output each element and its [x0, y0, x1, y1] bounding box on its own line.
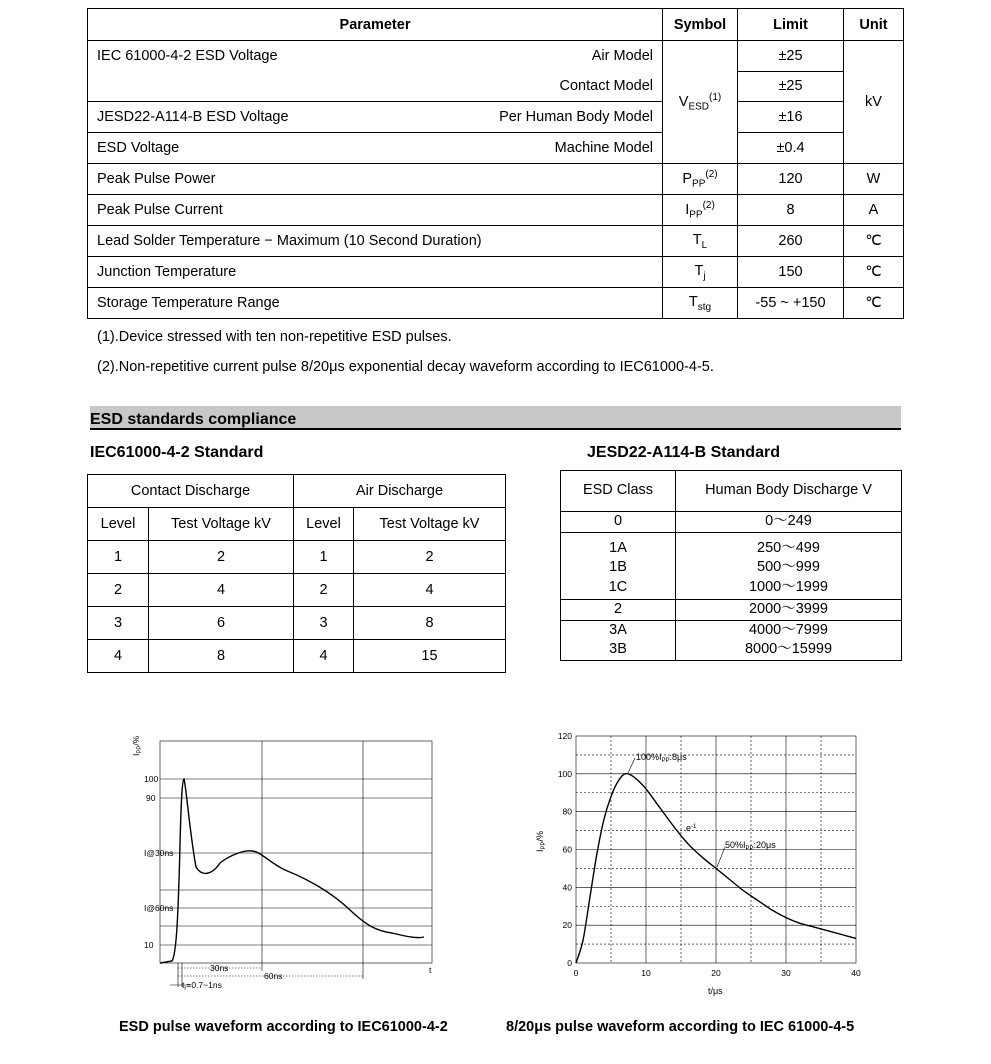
- rating-symbol: $I_{PP}^{(2)}$: [663, 195, 738, 226]
- surge-xtick: 30: [781, 968, 791, 978]
- iec-row: 1 2 1 2: [88, 541, 506, 574]
- section-title: ESD standards compliance: [90, 406, 901, 430]
- iec-subheader: Test Voltage kV: [149, 508, 294, 541]
- annot-30ns: 30ns: [210, 963, 229, 973]
- annot-50pct: $50\%I_{PP}:20\mu s$: [725, 840, 776, 852]
- header-unit: Unit: [844, 9, 904, 41]
- annot-e-1: $e^{-1}$: [686, 823, 697, 833]
- surge-pulse-chart: [535, 725, 880, 1005]
- iec-subheader: Level: [88, 508, 149, 541]
- header-symbol: Symbol: [663, 9, 738, 41]
- rating-symbol: $P_{PP}^{(2)}$: [663, 164, 738, 195]
- iec-row: 3 6 3 8: [88, 607, 506, 640]
- rating-row: Peak Pulse Power $P_{PP}^{(2)}$ 120 W: [88, 164, 904, 195]
- rating-row: Peak Pulse Current $I_{PP}^{(2)}$ 8 A: [88, 195, 904, 226]
- esd-unit: kV: [844, 41, 904, 164]
- esd-model-air: Air Model: [591, 48, 653, 64]
- jesd-row: 2 2000～3999: [561, 600, 902, 621]
- iec-group-contact: Contact Discharge: [88, 475, 294, 508]
- surge-ytick: 120: [557, 731, 572, 741]
- surge-xtick: 20: [711, 968, 721, 978]
- esd-limit-hbm: ±16: [738, 102, 844, 133]
- caption-esd: ESD pulse waveform according to IEC61000-4-2: [119, 1019, 448, 1035]
- surge-ytick: 60: [562, 844, 572, 855]
- jesd-row: 1A 1B 1C 250～499 500～999 1000～1999: [561, 532, 902, 600]
- jesd-row: 0 0～249: [561, 512, 902, 533]
- iec-group-air: Air Discharge: [294, 475, 506, 508]
- rating-symbol: $T_j$: [663, 257, 738, 288]
- esd-row-air: [88, 41, 904, 72]
- jesd-header-range: Human Body Discharge V: [676, 471, 902, 512]
- annot-60ns: 60ns: [264, 971, 283, 981]
- rating-row: Storage Temperature Range $T_{stg}$ -55 ~ +150 ℃: [88, 288, 904, 319]
- jesd-header-class: ESD Class: [561, 471, 676, 512]
- jesd-table: [560, 470, 902, 661]
- surge-ylabel: $I_{PP}/\%$: [535, 830, 547, 852]
- esd-ylabel: $I_{PP}/\%$: [131, 735, 143, 756]
- esd-model-machine: Machine Model: [554, 140, 653, 156]
- esd-ytick: I@30ns: [144, 848, 174, 858]
- esd-xlabel: t: [429, 965, 432, 975]
- esd-limit-air: ±25: [738, 41, 844, 72]
- rating-symbol: $T_L$: [663, 226, 738, 257]
- rating-row: Lead Solder Temperature − Maximum (10 Second Duration) $T_L$ 260 ℃: [88, 226, 904, 257]
- esd-pulse-curve: [160, 779, 424, 963]
- annot-100pct: $100\%I_{PP}:8\mu s$: [636, 752, 687, 764]
- esd-ytick: I@60ns: [144, 903, 174, 913]
- esd-row-hbm: [88, 102, 904, 133]
- rating-row: Junction Temperature $T_j$ 150 ℃: [88, 257, 904, 288]
- surge-ytick: 40: [562, 882, 572, 893]
- surge-xtick: 40: [851, 968, 861, 978]
- esd-limit-contact: ±25: [738, 71, 844, 102]
- iec-title: IEC61000-4-2 Standard: [90, 444, 264, 461]
- ratings-header-row: [88, 9, 904, 41]
- iec-subheader: Test Voltage kV: [354, 508, 506, 541]
- surge-ytick: 0: [567, 958, 572, 968]
- iec-row: 2 4 2 4: [88, 574, 506, 607]
- esd-limit-machine: ±0.4: [738, 133, 844, 164]
- annot-tr: $t_r=0.7\sim 1ns$: [182, 980, 222, 992]
- jesd-title: JESD22-A114-B Standard: [587, 444, 780, 461]
- surge-ytick: 20: [562, 920, 572, 931]
- surge-xtick: 10: [641, 968, 651, 978]
- esd-param-iec: IEC 61000-4-2 ESD Voltage: [97, 48, 278, 64]
- jesd-row: 3A 3B 4000～7999 8000～15999: [561, 620, 902, 660]
- esd-row-contact: [88, 71, 904, 102]
- iec-table: [87, 474, 506, 673]
- note-2: (2).Non-repetitive current pulse 8/20μs exponential decay waveform according to IEC61000-4-5.: [97, 359, 714, 375]
- surge-xlabel: t/μs: [708, 986, 723, 996]
- esd-model-contact: Contact Model: [559, 78, 653, 94]
- esd-param-machine: ESD Voltage: [97, 140, 180, 156]
- surge-grid: [576, 736, 856, 963]
- surge-ytick: 100: [557, 768, 572, 779]
- esd-model-hbm: Per Human Body Model: [499, 109, 653, 125]
- caption-surge: 8/20μs pulse waveform according to IEC 61000-4-5: [506, 1019, 855, 1035]
- note-1: (1).Device stressed with ten non-repetitive ESD pulses.: [97, 329, 452, 345]
- header-limit: Limit: [738, 9, 844, 41]
- surge-ytick: 80: [562, 806, 572, 817]
- esd-param-jesd: JESD22-A114-B ESD Voltage: [97, 109, 289, 125]
- esd-ytick: 10: [144, 940, 154, 950]
- esd-ytick: 90: [146, 793, 156, 803]
- esd-pulse-chart: [120, 725, 450, 1000]
- iec-row: 4 8 4 15: [88, 640, 506, 673]
- rating-symbol: $T_{stg}$: [663, 288, 738, 319]
- esd-row-machine: [88, 133, 904, 164]
- surge-xtick: 0: [573, 968, 579, 978]
- esd-symbol: $V_{ESD}^{(1)}$: [663, 41, 738, 164]
- iec-subheader: Level: [294, 508, 354, 541]
- ratings-table: [87, 8, 904, 319]
- esd-ytick: 100: [144, 774, 159, 784]
- header-parameter: Parameter: [88, 9, 663, 41]
